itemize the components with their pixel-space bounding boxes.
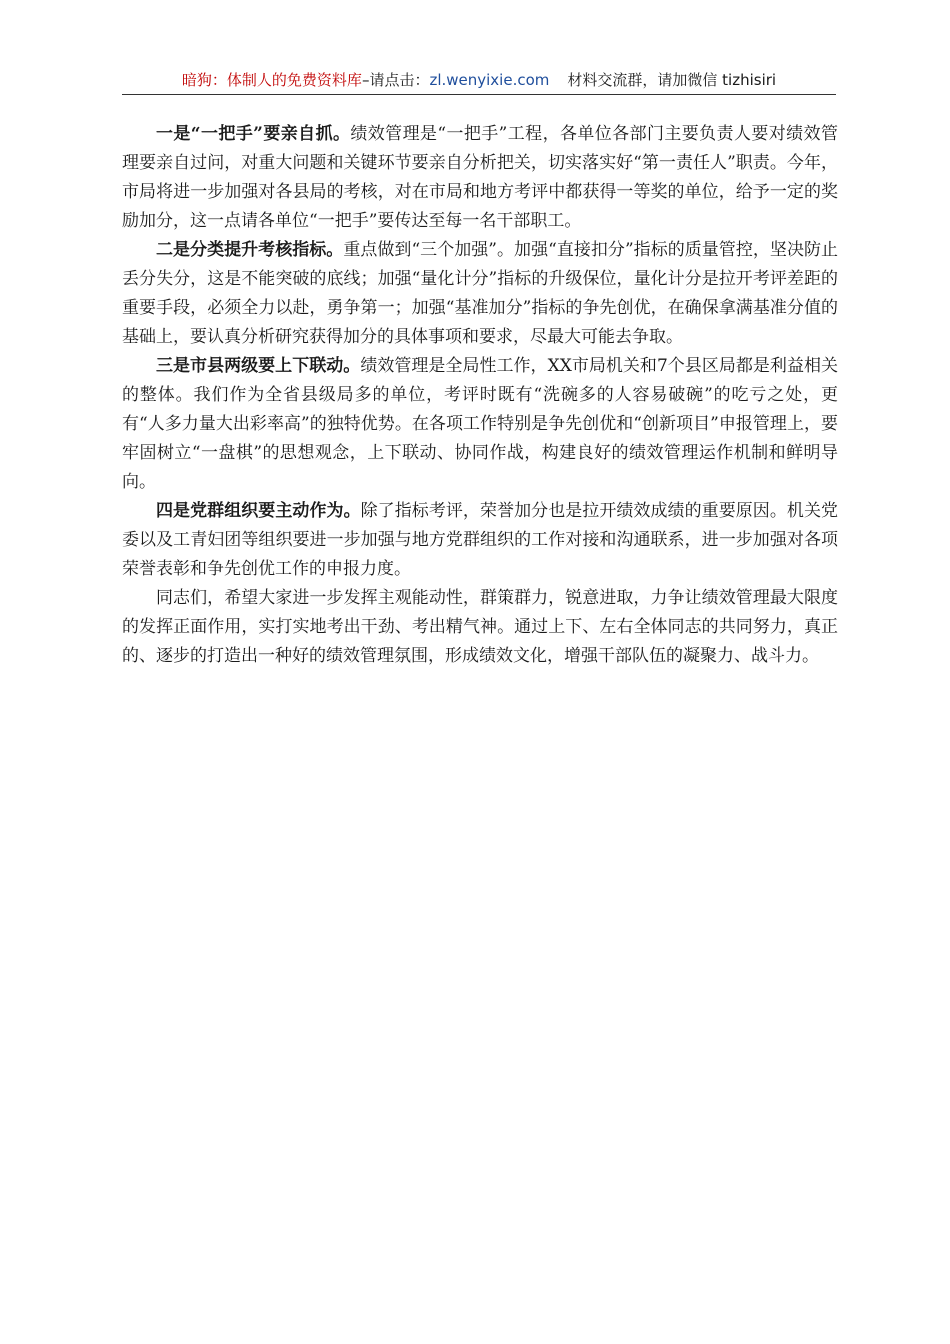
header-group-note: 材料交流群，请加微信 tizhisiri [567, 71, 777, 89]
paragraph-1-lead: 一是“一把手”要亲自抓。 [156, 124, 351, 144]
paragraph-5-text: 同志们，希望大家进一步发挥主观能动性，群策群力，锐意进取，力争让绩效管理最大限度的发挥正面作用，实打实地考出干劲、考出精气神。通过上下、左右全体同志的共同努力，真正的、逐步的打造出一种好的绩效管理氛围，形成绩效文化，增强干部队伍的凝聚力、战斗力。 [122, 588, 838, 666]
paragraph-2 [122, 236, 838, 352]
paragraph-2-lead: 二是分类提升考核指标。 [156, 240, 344, 260]
paragraph-4-lead: 四是党群组织要主动作为。 [156, 501, 361, 521]
document-body [122, 120, 838, 671]
header-click-prompt: –请点击： [361, 71, 430, 89]
paragraph-2-text: 重点做到“三个加强”。加强“直接扣分”指标的质量管控，坚决防止丢分失分，这是不能突破的底线；加强“量化计分”指标的升级保位，量化计分是拉开考评差距的重要手段，必须全力以赴，勇争第一；加强“基准加分”指标的争先创优，在确保拿满基准分值的基础上，要认真分析研究获得加分的具体事项和要求，尽最大可能去争取。 [122, 240, 839, 347]
paragraph-5 [122, 584, 838, 671]
page-header [122, 70, 836, 95]
paragraph-3-lead: 三是市县两级要上下联动。 [156, 356, 361, 376]
paragraph-1-text: 绩效管理是“一把手”工程，各单位各部门主要负责人要对绩效管理要亲自过问，对重大问题和关键环节要亲自分析把关，切实落实好“第一责任人”职责。今年，市局将进一步加强对各县局的考核，对在市局和地方考评中都获得一等奖的单位，给予一定的奖励加分，这一点请各单位“一把手”要传达至每一名干部职工。 [122, 124, 838, 231]
paragraph-3-text: 绩效管理是全局性工作，XX市局机关和7个县区局都是利益相关的整体。我们作为全省县级局多的单位，考评时既有“洗碗多的人容易破碗”的吃亏之处，更有“人多力量大出彩率高”的独特优势。在各项工作特别是争先创优和“创新项目”申报管理上，要牢固树立“一盘棋”的思想观念，上下联动、协同作战，构建良好的绩效管理运作机制和鲜明导向。 [122, 356, 839, 492]
header-brand: 暗狗：体制人的免费资料库 [181, 71, 362, 89]
paragraph-1 [122, 120, 838, 236]
paragraph-4-text: 除了指标考评，荣誉加分也是拉开绩效成绩的重要原因。机关党委以及工青妇团等组织要进一步加强与地方党群组织的工作对接和沟通联系，进一步加强对各项荣誉表彰和争先创优工作的申报力度。 [122, 501, 839, 579]
header-url-link[interactable]: zl.wenyixie.com [429, 71, 550, 89]
paragraph-3 [122, 352, 838, 497]
paragraph-4 [122, 497, 838, 584]
